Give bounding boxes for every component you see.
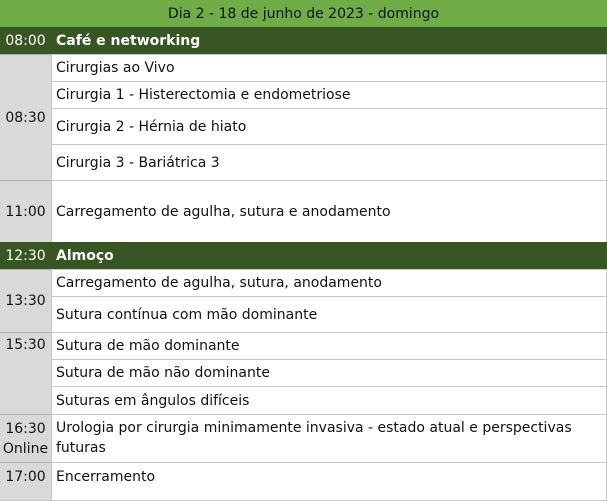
time-cell — [0, 27, 51, 54]
time-label: 08:30 — [5, 109, 46, 126]
time-cell — [0, 242, 51, 269]
time-label: 12:30 — [5, 247, 46, 264]
time-cell — [0, 54, 51, 180]
time-label: 15:30 — [5, 337, 46, 353]
time-label: 17:00 — [5, 469, 46, 485]
session-row: Suturas em ângulos difíceis — [51, 386, 607, 414]
session-row: Sutura de mão não dominante — [51, 359, 607, 386]
session-row: Cirurgia 1 - Histerectomia e endometriose — [51, 81, 607, 108]
session-row: Carregamento de agulha, sutura, anodamento — [51, 269, 607, 296]
session-row: Sutura contínua com mão dominante — [51, 296, 607, 332]
session-row: Urologia por cirurgia minimamente invasiva - estado atual e perspectivas futuras — [51, 414, 607, 462]
time-cell — [0, 332, 51, 414]
schedule-title: Dia 2 - 18 de junho de 2023 - domingo — [0, 0, 607, 28]
time-cell — [0, 414, 51, 462]
session-row: Cirurgia 3 - Bariátrica 3 — [51, 144, 607, 180]
session-row: Cirurgias ao Vivo — [51, 54, 607, 81]
time-label: 13:30 — [5, 293, 46, 309]
session-row: Encerramento — [51, 462, 607, 500]
time-label: 08:00 — [5, 32, 46, 49]
session-row: Café e networking — [51, 27, 607, 54]
time-cell — [0, 180, 51, 242]
session-row: Sutura de mão dominante — [51, 332, 607, 359]
session-row: Almoço — [51, 242, 607, 269]
time-cell — [0, 269, 51, 332]
online-label: Online — [2, 440, 49, 457]
time-cell — [0, 462, 51, 500]
session-row: Cirurgia 2 - Hérnia de hiato — [51, 108, 607, 144]
session-row: Carregamento de agulha, sutura e anodamento — [51, 180, 607, 242]
time-label: 11:00 — [5, 203, 46, 220]
time-label: 16:30 — [5, 420, 46, 437]
